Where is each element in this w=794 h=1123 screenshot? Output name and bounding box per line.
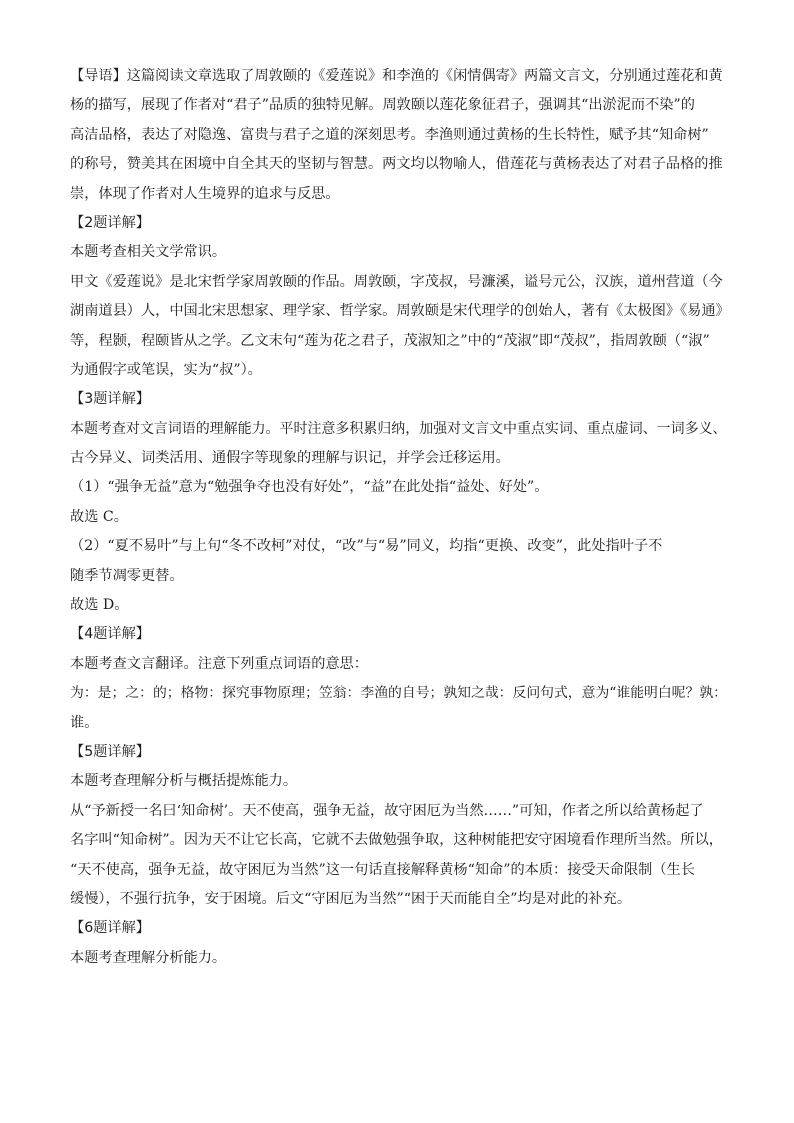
text-line: 杨的描写，展现了作者对“君子”品质的独特见解。周敦颐以莲花象征君子，强调其“出淤泥而不染”的 [70,97,695,114]
section-heading: 【3题详解】 [70,391,150,408]
section-heading: 【4题详解】 [70,626,150,643]
text-line: 高洁品格，表达了对隐逸、富贵与君子之道的深刻思考。李渔则通过黄杨的生长特性，赋予其“知命树” [70,126,709,143]
text-line: 湖南道县）人，中国北宋思想家、理学家、哲学家。周敦颐是宋代理学的创始人，著有《太极图》《易通》 [70,303,730,320]
text-line: 故选 C。 [70,508,128,525]
text-line: （1）“强争无益”意为“勉强争夺也没有好处”，“益”在此处指“益处、好处”。 [70,479,549,496]
text-line: 本题考查对文言词语的理解能力。平时注意多积累归纳，加强对文言文中重点实词、重点虚词、一词多义、 [70,420,727,437]
text-line: 本题考查文言翻译。注意下列重点词语的意思： [70,655,368,672]
text-line: 甲文《爱莲说》是北宋哲学家周敦颐的作品。周敦颐，字茂叔，号濂溪，谥号元公，汉族，道州营道（今 [70,273,723,290]
text-line: “天不使高，强争无益，故守困厄为当然”这一句话直接解释黄杨“知命”的本质：接受天命限制（生长 [70,861,695,878]
text-line: 名字叫“知命树”。因为天不让它长高，它就不去做勉强争取，这种树能把安守困境看作理所当然。所以， [70,832,723,849]
document-body [70,62,730,973]
text-line: （2）“夏不易叶”与上句“冬不改柯”对仗，“改”与“易”同义，均指“更换、改变”，此处指叶子不 [70,538,663,555]
text-line: 古今异义、词类活用、通假字等现象的理解与识记，并学会迁移运用。 [70,450,510,467]
text-line: 本题考查理解分析能力。 [70,949,227,966]
text-line: 故选 D。 [70,597,129,614]
text-line: 谁。 [70,714,99,731]
section-heading: 【6题详解】 [70,920,150,937]
text-line: 等，程颢，程颐皆从之学。乙文末句“莲为花之君子，茂淑知之”中的“茂淑”即“茂叔”，指周敦颐（“淑” [70,332,710,349]
section-heading: 【5题详解】 [70,743,150,760]
text-line: 【导语】这篇阅读文章选取了周敦颐的《爱莲说》和李渔的《闲情偶寄》两篇文言文，分别通过莲花和黄 [70,68,723,84]
text-line: 的称号，赞美其在困境中自全其天的坚韧与智慧。两文均以物喻人，借莲花与黄杨表达了对君子品格的推 [70,156,723,173]
text-line: 本题考查理解分析与概括提炼能力。 [70,773,298,790]
text-line: 为通假字或笔误，实为“叔”）。 [70,361,262,378]
text-line: 为：是；之：的；格物：探究事物原理；笠翁：李渔的自号；孰知之哉：反问句式，意为“谁能明白呢？孰： [70,685,727,702]
text-line: 随季节凋零更替。 [70,567,184,584]
text-line: 本题考查相关文学常识。 [70,244,227,261]
text-line: 崇，体现了作者对人生境界的追求与反思。 [70,185,340,202]
text-line: 缓慢），不强行抗争，安于困境。后文“守困厄为当然”“困于天而能自全”均是对此的补充。 [70,890,632,907]
section-heading: 【2题详解】 [70,214,150,231]
text-line: 从“予新授一名曰‘知命树’。天不使高，强争无益，故守困厄为当然……”可知，作者之所以给黄杨起了 [70,802,704,819]
